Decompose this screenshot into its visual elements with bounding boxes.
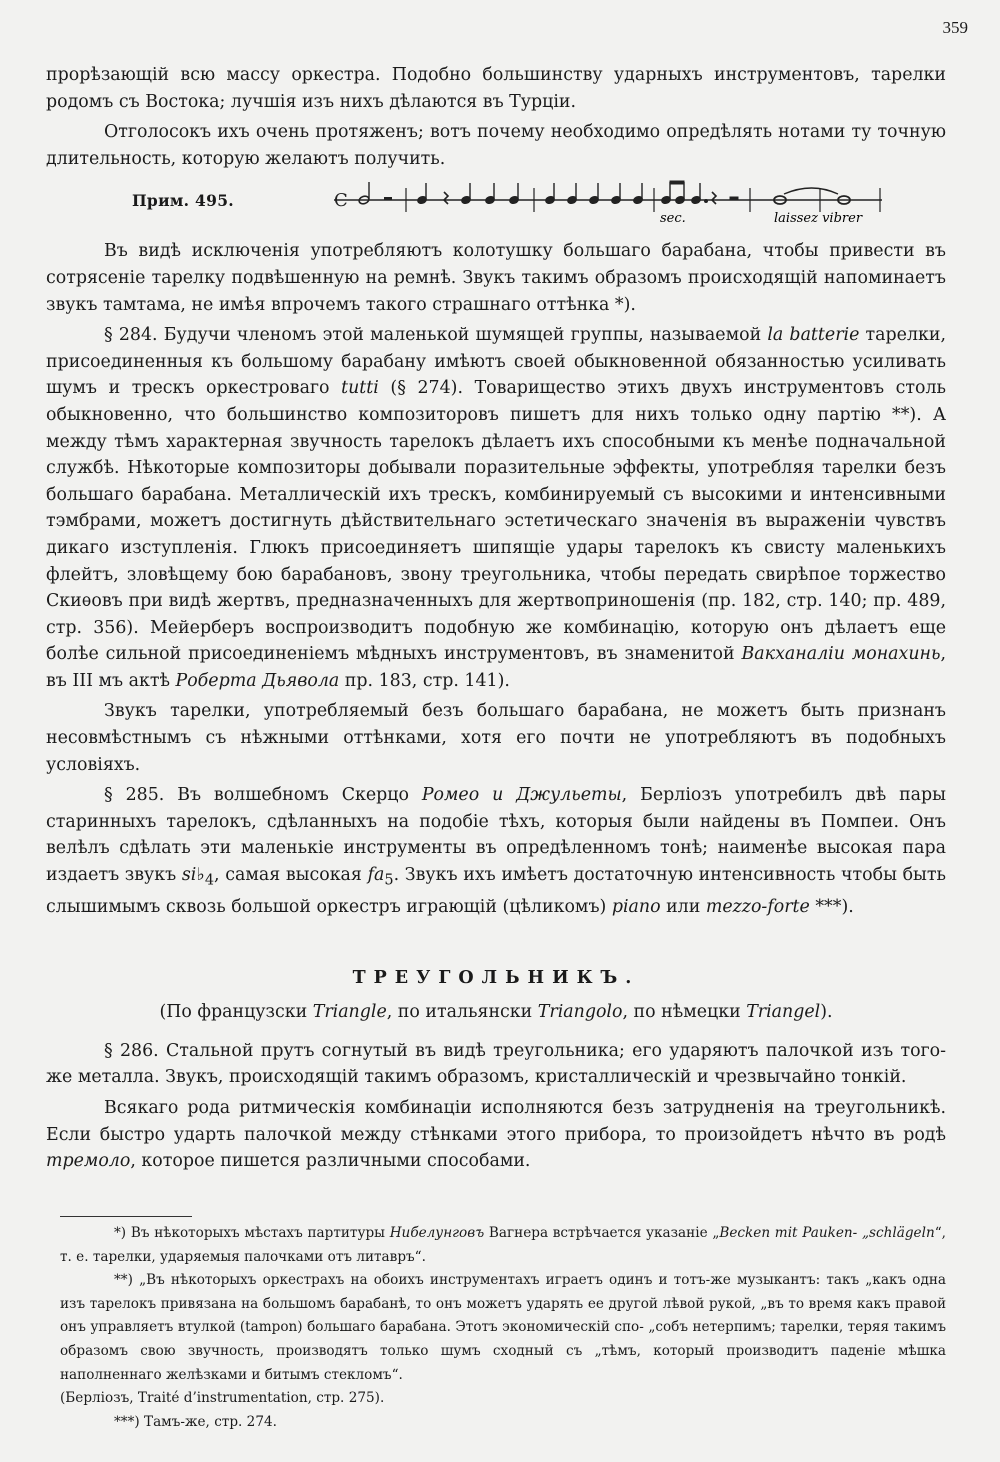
paragraph-2: Отголосокъ ихъ очень протяженъ; вотъ почему необходимо опредѣлять нотами ту точную длительность, которую желаютъ получить.	[46, 122, 946, 169]
paragraph-1: прорѣзающій всю массу оркестра. Подобно большинству ударныхъ инструментовъ, тарелки родомъ съ Востока; лучшія изъ нихъ дѣлаются въ Турціи.	[46, 65, 946, 112]
svg-text:C: C	[334, 190, 348, 212]
paragraph-8: Всякаго рода ритмическія комбинаціи исполняются безъ затрудненія на треугольникѣ. Если быстро ударть палочкой между стѣнками этого прибора, то произойдетъ нѣчто въ родѣ тремоло, которое пишется различными способами.	[46, 1098, 946, 1172]
sec-marking: sec.	[660, 211, 686, 227]
paragraph-5: Звукъ тарелки, употребляемый безъ большаго барабана, не можетъ быть признанъ несовмѣстнымъ съ нѣжными оттѣнками, хотя его почти не употребляютъ въ подобныхъ условіяхъ.	[46, 701, 946, 775]
paragraph-284: § 284. Будучи членомъ этой маленькой шумящей группы, называемой la batterie тарелки, присоединенныя къ большому барабану имѣютъ своей обыкновенной обязанностью усиливать шумъ и трескъ оркестроваго tutti (§ 274). Товарищество этихъ двухъ инструментовъ столь обыкновенно, что большинство композиторовъ пишетъ для нихъ только одну партію **). А между тѣмъ характерная звучность тарелокъ дѣлаетъ ихъ способными къ менѣе подначальной службѣ. Нѣкоторые композиторы добывали поразительные эффекты, употребляя тарелки безъ большаго барабана. Металлическій ихъ трескъ, комбинируемый съ высокими и интенсивными тэмбрами, можетъ достигнуть дѣйствительнаго эстетическаго значенія въ выраженіи чувствъ дикаго изступленія. Глюкъ присоединяетъ шипящіе удары тарелокъ къ свисту маленькихъ флейтъ, зловѣщему бою барабановъ, звону треугольника, чтобы передать свирѣпое торжество Скиѳовъ при видѣ жертвъ, предназначенныхъ для жертвоприношенія (пр. 182, стр. 140; пр. 489, стр. 356). Мейерберъ воспроизводитъ подобную же комбинацію, которую онъ дѣлаетъ еще болѣе сильной присоединеніемъ мѣдныхъ инструментовъ, въ знаменитой Вакханаліи монахинь, въ III мъ актѣ Роберта Дьявола пр. 183, стр. 141).	[46, 325, 946, 691]
page-number: 359	[942, 18, 968, 37]
laissez-vibrer-marking: laissez vibrer	[774, 211, 863, 227]
paragraph-3: Въ видѣ исключенія употребляютъ колотушку большаго барабана, чтобы привести въ сотрясеніе тарелку подвѣшенную на ремнѣ. Звукъ такимъ образомъ происходящій напоминаетъ звукъ тамтама, не имѣя впрочемъ такого страшнаго оттѣнка *).	[46, 241, 946, 315]
example-label: Прим. 495.	[132, 191, 234, 211]
footnote-2: **) „Въ нѣкоторыхъ оркестрахъ на обоихъ инструментахъ играетъ одинъ и тотъ-же музыкантъ: такъ „какъ одна изъ тарелокъ привязана на большомъ барабанѣ, то онъ можетъ ударять ее другой лѣвой рукой, „въ то время какъ правой онъ управляетъ втулкой (tampon) большаго барабана. Этотъ экономическій спо- „собъ нетерпимъ; тарелки, теряя такимъ образомъ свою звучность, производятъ только шумъ сходный съ „тѣмъ, который производитъ паденіе мѣшка наполненнаго желѣзками и битымъ стекломъ“.	[60, 1272, 946, 1383]
footnote-1: *) Въ нѣкоторыхъ мѣстахъ партитуры Нибелунговъ Вагнера встрѣчается указаніе „Becken mit Pauken- „schlägeln“, т. е. тарелки, ударяемыя палочками отъ литавръ“.	[60, 1225, 946, 1265]
main-text	[46, 62, 946, 1175]
paragraph-286: § 286. Стальной прутъ согнутый въ видѣ треугольника; его ударяютъ палочкой изъ того-же металла. Звукъ, происходящій такимъ образомъ, кристаллическій и чрезвычайно тонкій.	[46, 1040, 946, 1088]
rhythm-staff	[334, 180, 894, 228]
footnote-2-source: (Берліозъ, Traité d’instrumentation, стр. 275).	[60, 1390, 385, 1407]
section-title: ТРЕУГОЛЬНИКЪ.	[352, 967, 640, 988]
footnote-3: ***) Тамъ-же, стр. 274.	[114, 1413, 277, 1430]
section-subtitle: (По французски Triangle, по итальянски Triangolo, по нѣмецки Triangel).	[159, 1002, 833, 1023]
music-example-495	[46, 180, 946, 228]
footnotes	[60, 1214, 946, 1434]
paragraph-285: § 285. Въ волшебномъ Скерцо Ромео и Джульеты, Берліозъ употребилъ двѣ пары старинныхъ тарелокъ, сдѣланныхъ на подобіе тѣхъ, которыя были найдены въ Помпеи. Онъ велѣлъ сдѣлать эти маленькіе инструменты въ опредѣленномъ тонѣ; наименѣе высокая пара издаетъ звукъ $si♭_4$, самая высокая $fa_5$. Звукъ ихъ имѣетъ достаточную интенсивность чтобы быть слышимымъ сквозь большой оркестръ играющій (цѣликомъ) piano или mezzo-forte ***).	[46, 785, 946, 918]
